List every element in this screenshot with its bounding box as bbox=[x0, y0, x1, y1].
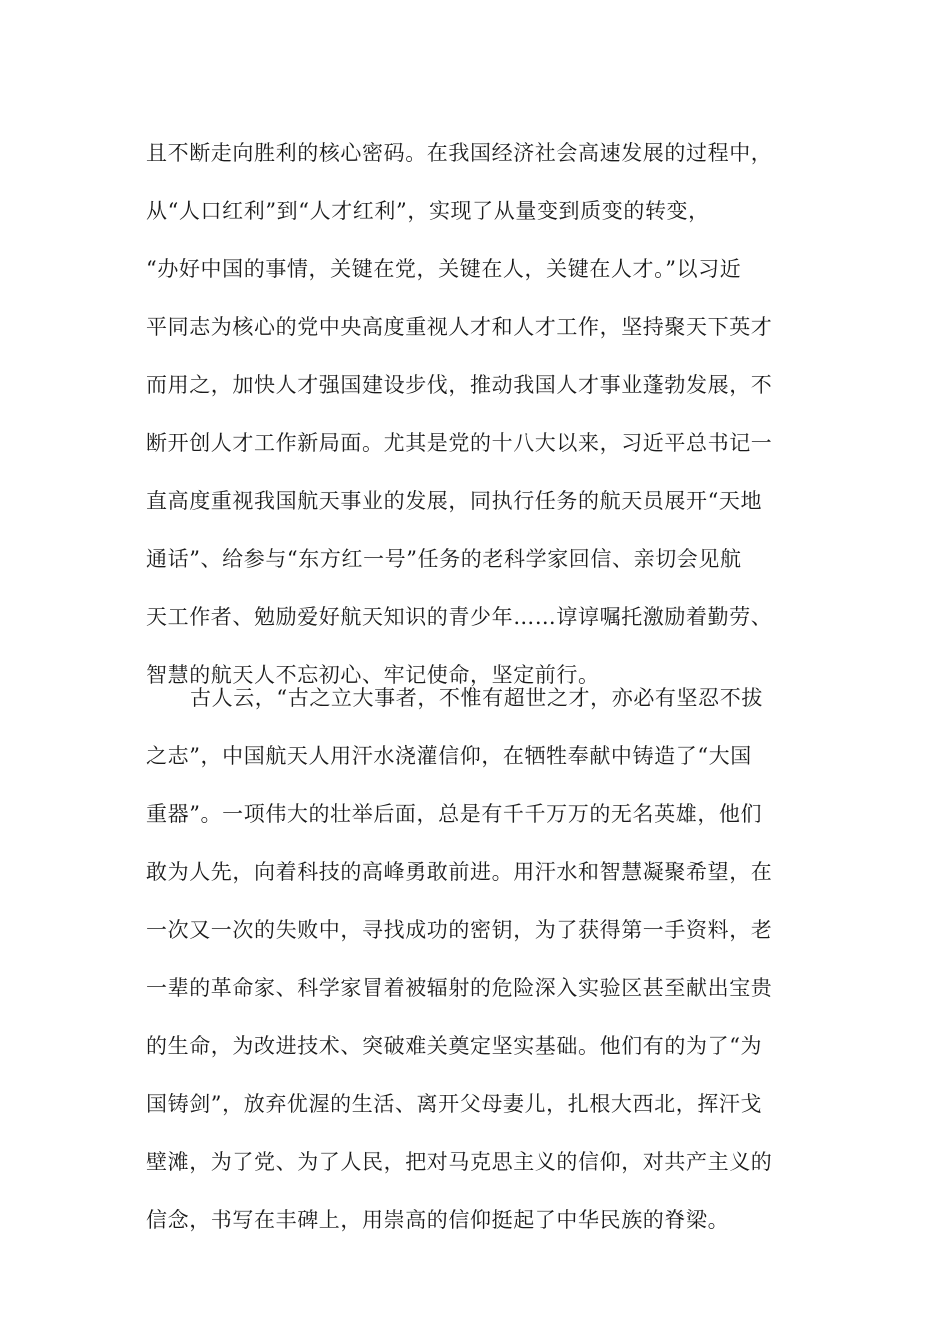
paragraph-line: 一辈的革命家、科学家冒着被辐射的危险深入实验区甚至献出宝贵 bbox=[146, 976, 773, 1000]
paragraph-line: 且不断走向胜利的核心密码。在我国经济社会高速发展的过程中， bbox=[146, 141, 773, 165]
paragraph-line: 壁滩，为了党、为了人民，把对马克思主义的信仰，对共产主义的 bbox=[146, 1150, 773, 1174]
paragraph-line: 一次又一次的失败中，寻找成功的密钥，为了获得第一手资料，老 bbox=[146, 918, 773, 942]
paragraph-line: 重器”。一项伟大的壮举后面，总是有千千万万的无名英雄，他们 bbox=[146, 802, 763, 826]
paragraph-line: 敢为人先，向着科技的高峰勇敢前进。用汗水和智慧凝聚希望，在 bbox=[146, 860, 773, 884]
paragraph-line: 的生命，为改进技术、突破难关奠定坚实基础。他们有的为了“为 bbox=[146, 1034, 763, 1058]
paragraph-line: 信念，书写在丰碑上，用崇高的信仰挺起了中华民族的脊梁。 bbox=[146, 1208, 730, 1232]
paragraph-line: “办好中国的事情，关键在党，关键在人，关键在人才。”以习近 bbox=[146, 257, 742, 281]
paragraph-line: 国铸剑”，放弃优渥的生活、离开父母妻儿，扎根大西北，挥汗戈 bbox=[146, 1092, 763, 1116]
paragraph-line: 从“人口红利”到“人才红利”，实现了从量变到质变的转变， bbox=[146, 199, 710, 223]
paragraph-line: 而用之，加快人才强国建设步伐，推动我国人才事业蓬勃发展，不 bbox=[146, 373, 773, 397]
paragraph-line: 天工作者、勉励爱好航天知识的青少年……谆谆嘱托激励着勤劳、 bbox=[146, 605, 773, 629]
paragraph-1 bbox=[146, 124, 806, 704]
paragraph-line: 智慧的航天人不忘初心、牢记使命，坚定前行。 bbox=[146, 663, 600, 687]
paragraph-2 bbox=[146, 669, 806, 1249]
paragraph-line: 直高度重视我国航天事业的发展，同执行任务的航天员展开“天地 bbox=[146, 489, 763, 513]
paragraph-line: 平同志为核心的党中央高度重视人才和人才工作，坚持聚天下英才 bbox=[146, 315, 773, 339]
paragraph-line: 古人云，“古之立大事者，不惟有超世之才，亦必有坚忍不拔 bbox=[190, 686, 763, 710]
paragraph-line: 断开创人才工作新局面。尤其是党的十八大以来，习近平总书记一 bbox=[146, 431, 773, 455]
paragraph-line: 通话”、给参与“东方红一号”任务的老科学家回信、亲切会见航 bbox=[146, 547, 742, 571]
paragraph-line: 之志”，中国航天人用汗水浇灌信仰，在牺牲奉献中铸造了“大国 bbox=[146, 744, 752, 768]
